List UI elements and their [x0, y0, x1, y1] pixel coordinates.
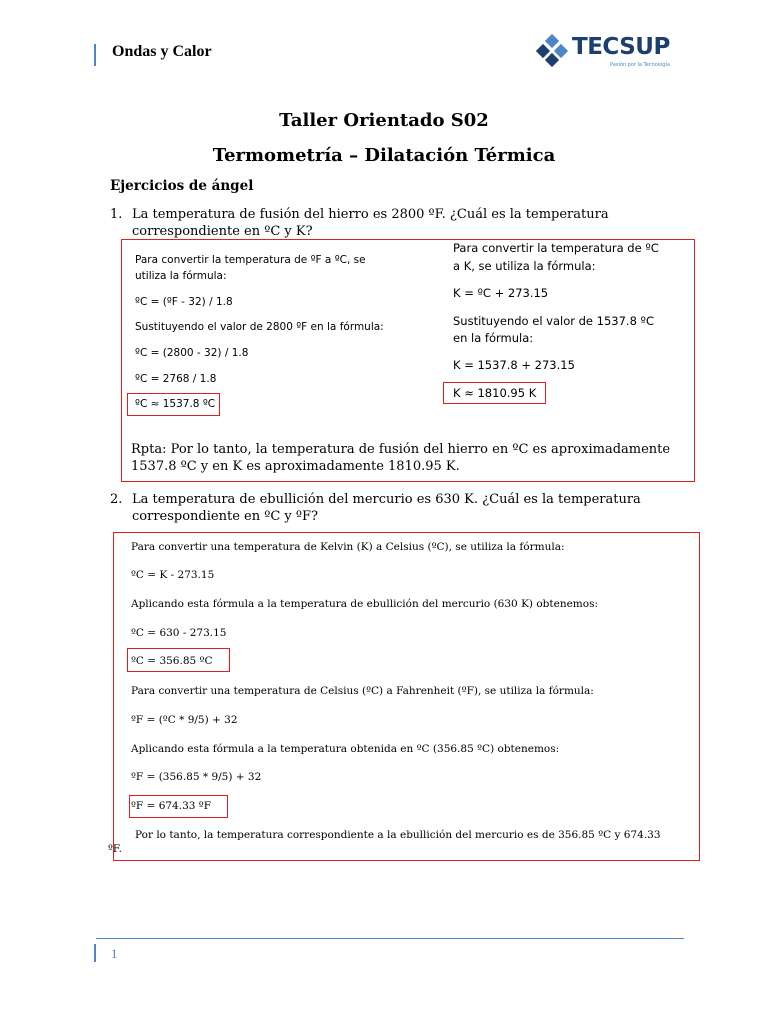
q2-line-8: Aplicando esta fórmula a la temperatura obtenida en ºC (356.85 ºC) obtenemos: — [131, 743, 560, 755]
question-number: 1. — [110, 207, 123, 222]
q2-line-9: ºF = (356.85 * 9/5) + 32 — [131, 771, 262, 783]
question-1-line-1: La temperatura de fusión del hierro es 2800 ºF. ¿Cuál es la temperatura — [132, 207, 609, 222]
page-number: 1 — [111, 946, 118, 961]
q2-fahrenheit-result: ºF = 674.33 ºF — [131, 800, 211, 812]
footer-divider — [96, 938, 684, 939]
q1-right-line-1: Para convertir la temperatura de ºC — [453, 241, 659, 255]
course-title: Ondas y Calor — [112, 43, 212, 60]
logo-mark-icon — [536, 34, 570, 68]
answer-1-conclusion — [131, 441, 685, 475]
question-2-line-1: La temperatura de ebullición del mercurio es 630 K. ¿Cuál es la temperatura — [132, 492, 641, 507]
q2-line-1: Para convertir una temperatura de Kelvin (K) a Celsius (ºC), se utiliza la fórmula: — [131, 541, 565, 553]
q2-conclusion-line-2: ºF. — [108, 843, 122, 855]
q2-celsius-result: ºC = 356.85 ºC — [131, 655, 213, 667]
question-number: 2. — [110, 492, 123, 507]
q1-left-line-6: ºC = 2768 / 1.8 — [135, 373, 217, 385]
document-title: Taller Orientado S02 — [279, 110, 489, 131]
q1-right-line-5: en la fórmula: — [453, 331, 534, 345]
q1-right-line-2: a K, se utiliza la fórmula: — [453, 259, 596, 273]
q1-kelvin-result: K ≈ 1810.95 K — [453, 386, 537, 400]
q1-right-line-4: Sustituyendo el valor de 1537.8 ºC — [453, 314, 655, 328]
footer-accent-bar — [94, 944, 96, 962]
section-heading: Ejercicios de ángel — [110, 178, 254, 194]
q1-left-line-5: ºC = (2800 - 32) / 1.8 — [135, 347, 249, 359]
q1-right-line-6: K = 1537.8 + 273.15 — [453, 358, 575, 372]
q2-formula-celsius: ºC = K - 273.15 — [131, 569, 215, 581]
q1-right-formula: K = ºC + 273.15 — [453, 286, 549, 300]
q1-left-line-2: utiliza la fórmula: — [135, 270, 227, 282]
answer-1-line-1: Rpta: Por lo tanto, la temperatura de fusión del hierro en ºC es aproximadamente — [131, 442, 671, 457]
question-2 — [110, 491, 686, 525]
q2-line-4: ºC = 630 - 273.15 — [131, 627, 227, 639]
question-2-line-2: correspondiente en ºC y ºF? — [132, 509, 318, 524]
answer-1-line-2: 1537.8 ºC y en K es aproximadamente 1810.95 K. — [131, 459, 460, 474]
logo-tagline: Pasión por la Tecnología — [610, 62, 670, 68]
q1-celsius-result: ºC ≈ 1537.8 ºC — [135, 398, 216, 410]
question-1 — [110, 206, 686, 240]
header-accent-bar — [94, 44, 96, 66]
question-1-line-2: correspondiente en ºC y K? — [132, 224, 313, 239]
q2-line-3: Aplicando esta fórmula a la temperatura de ebullición del mercurio (630 K) obtenemos: — [131, 598, 598, 610]
tecsup-logo — [536, 30, 686, 74]
q2-formula-fahrenheit: ºF = (ºC * 9/5) + 32 — [131, 714, 238, 726]
q2-line-6: Para convertir una temperatura de Celsius (ºC) a Fahrenheit (ºF), se utiliza la fórmula: — [131, 685, 594, 697]
q2-conclusion-line-1: Por lo tanto, la temperatura correspondiente a la ebullición del mercurio es de 356.85 ºC y 674.33 — [135, 829, 661, 841]
q1-left-line-4: Sustituyendo el valor de 2800 ºF en la fórmula: — [135, 321, 384, 333]
logo-wordmark: TECSUP — [572, 34, 670, 60]
document-subtitle: Termometría – Dilatación Térmica — [212, 145, 556, 166]
q1-left-formula: ºC = (ºF - 32) / 1.8 — [135, 296, 233, 308]
q1-left-line-1: Para convertir la temperatura de ºF a ºC, se — [135, 254, 366, 266]
